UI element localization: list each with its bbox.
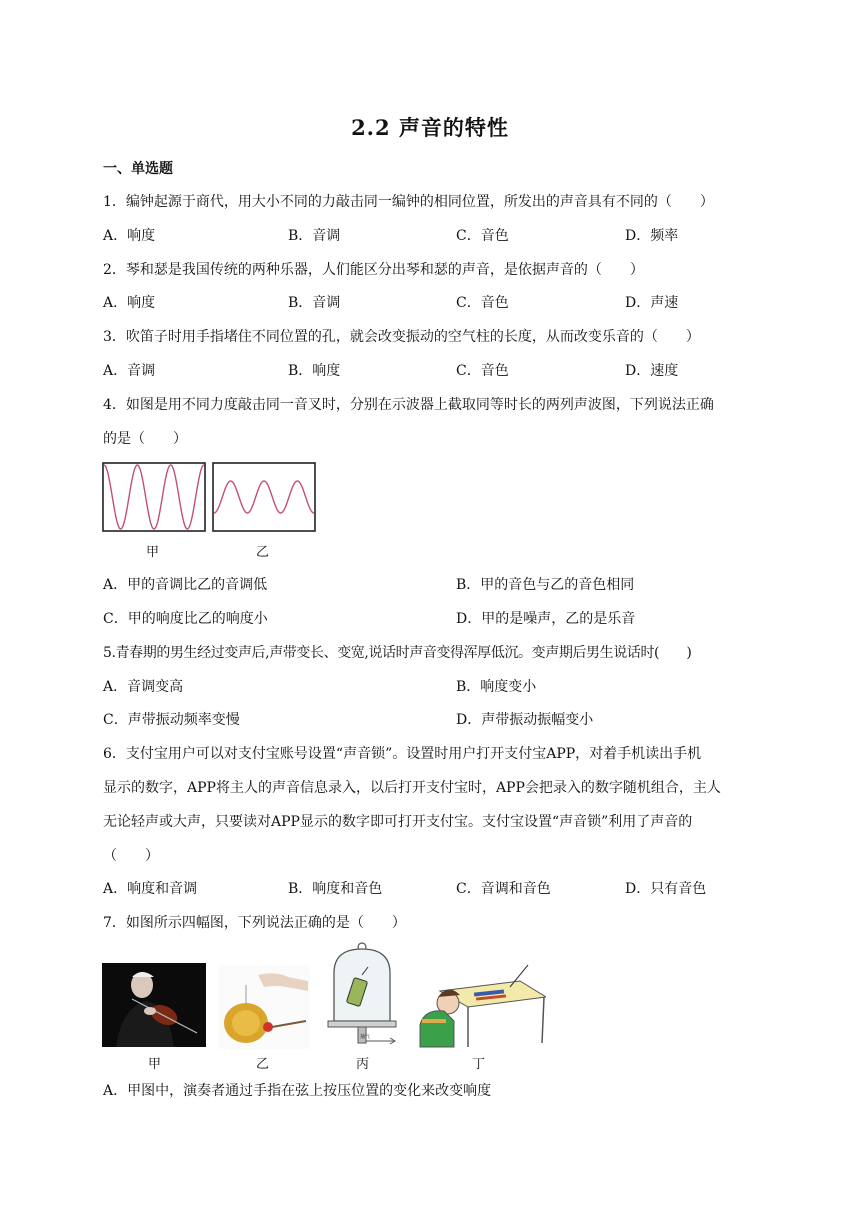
waveform-figure [102,462,318,534]
q3-option-d: D．速度 [625,363,679,379]
question-6-stem-line4: （ ） [103,848,159,864]
q1-option-c: C．音色 [456,228,509,244]
question-4-stem-line2: 的是（ ） [103,431,187,447]
q4-option-b: B．甲的音色与乙的音色相同 [456,577,635,593]
question-2-stem: 2．琴和瑟是我国传统的两种乐器，人们能区分出琴和瑟的声音，是依据声音的（ ） [103,262,644,278]
q7-label-bing: 丙 [356,1057,370,1072]
figure-label-yi: 乙 [256,545,270,560]
q2-option-c: C．音色 [456,295,509,311]
q4-option-d: D．甲的是噪声，乙的是乐音 [456,611,636,627]
question-6-stem-line3: 无论轻声或大声，只要读对APP显示的数字即可打开支付宝。支付宝设置“声音锁”利用了声音的 [103,814,693,830]
q3-option-c: C．音色 [456,363,509,379]
question-1-stem: 1．编钟起源于商代，用大小不同的力敲击同一编钟的相同位置，所发出的声音具有不同的（ ） [103,194,714,210]
gong-image [218,965,310,1049]
violinist-image [102,963,206,1047]
q6-option-a: A．响度和音调 [103,881,198,897]
section-heading: 一、单选题 [103,161,173,177]
q2-option-d: D．声速 [625,295,679,311]
q1-option-d: D．频率 [625,228,679,244]
q3-option-a: A．音调 [103,363,156,379]
figure-label-jia: 甲 [146,545,160,560]
q7-label-jia: 甲 [148,1057,162,1072]
q6-option-b: B．响度和音色 [288,881,383,897]
q7-label-yi: 乙 [256,1057,270,1072]
q5-option-d: D．声带振动振幅变小 [456,712,594,728]
q1-option-a: A．响度 [103,228,156,244]
question-4-stem-line1: 4．如图是用不同力度敲击同一音叉时，分别在示波器上截取同等时长的两列声波图，下列说法正确 [103,397,714,413]
q7-option-a: A．甲图中，演奏者通过手指在弦上按压位置的变化来改变响度 [103,1083,492,1099]
q6-option-c: C．音调和音色 [456,881,551,897]
waveform-box-jia [103,463,205,531]
question-6-stem-line2: 显示的数字，APP将主人的声音信息录入，以后打开支付宝时，APP会把录入的数字随机组合，主人 [103,780,721,796]
waveform-box-yi [213,463,315,531]
q4-option-c: C．甲的响度比乙的响度小 [103,611,268,627]
question-3-stem: 3．吹笛子时用手指堵住不同位置的孔，就会改变振动的空气柱的长度，从而改变乐音的（ ） [103,329,700,345]
q2-option-b: B．音调 [288,295,341,311]
q5-option-c: C．声带振动频率变慢 [103,712,240,728]
q3-option-b: B．响度 [288,363,341,379]
q6-option-d: D．只有音色 [625,881,707,897]
q2-option-a: A．响度 [103,295,156,311]
q7-label-ding: 丁 [472,1057,486,1072]
bell-jar-label: 抽气 [360,1034,371,1040]
q5-option-b: B．响度变小 [456,679,537,695]
question-7-stem: 7．如图所示四幅图，下列说法正确的是（ ） [103,915,406,931]
q1-option-b: B．音调 [288,228,341,244]
question-5-stem: 5.青春期的男生经过变声后,声带变长、变宽,说话时声音变得浑厚低沉。变声期后男生说话时( ) [103,645,692,661]
question-6-stem-line1: 6．支付宝用户可以对支付宝账号设置“声音锁”。设置时用户打开支付宝APP，对着手机读出手机 [103,746,702,762]
q5-option-a: A．音调变高 [103,679,184,695]
table-listening-image [410,963,546,1049]
page-title: 2.2 声音的特性 [351,115,509,140]
q4-option-a: A．甲的音调比乙的音调低 [103,577,268,593]
